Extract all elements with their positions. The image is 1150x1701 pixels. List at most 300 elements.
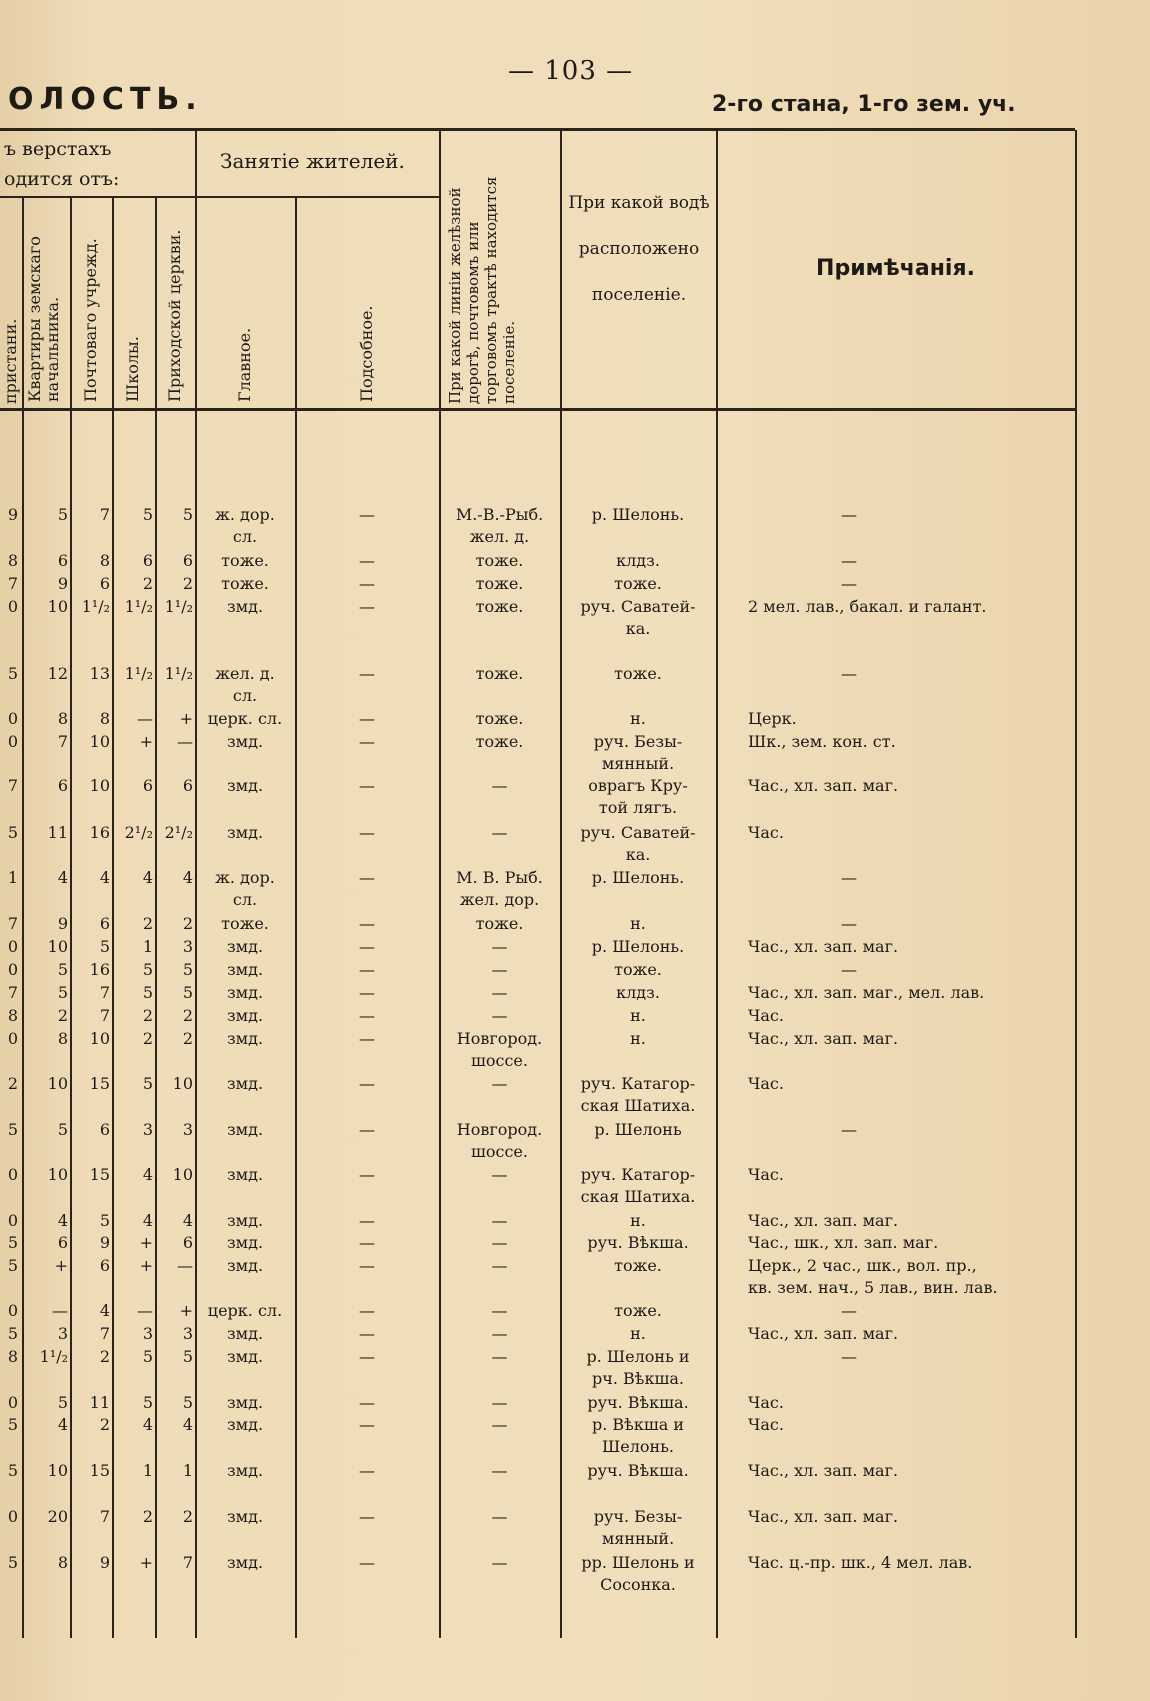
cell-pristan: 8 [7, 1347, 18, 1366]
cell-pristan: 7 [7, 574, 18, 593]
cell-church: 2 [182, 1507, 193, 1526]
cell-aux-occupation: — [359, 1006, 375, 1025]
cell-zemsky: 6 [57, 776, 68, 795]
cell-pristan: 8 [7, 1006, 18, 1025]
header-post: Почтоваго учрежд. [81, 238, 100, 402]
cell-water: руч. Катагор- ская Шатиха. [580, 1165, 696, 1206]
cell-church: + [179, 1301, 193, 1320]
cell-road: — [491, 1324, 508, 1343]
cell-water: руч. Безы- мянный. [593, 732, 683, 773]
cell-water: тоже. [614, 664, 662, 683]
cell-post: 9 [99, 1233, 110, 1252]
cell-zemsky: 9 [57, 574, 68, 593]
cell-aux-occupation: — [359, 1165, 375, 1184]
distance-group-rule [0, 196, 195, 198]
cell-zemsky: 3 [57, 1324, 68, 1343]
cell-post: 4 [99, 868, 110, 887]
cell-church: 3 [182, 1324, 193, 1343]
cell-road: Новгород. шоссе. [456, 1120, 543, 1161]
cell-water: н. [630, 1006, 646, 1025]
cell-zemsky: 8 [57, 709, 68, 728]
cell-road: — [491, 823, 508, 842]
header-main: Главное. [235, 327, 254, 402]
cell-road: тоже. [475, 709, 524, 728]
cell-note: Час. [748, 1074, 784, 1093]
cell-school: 5 [142, 983, 153, 1002]
cell-main-occupation: церк. сл. [207, 709, 283, 728]
cell-post: 7 [99, 1324, 110, 1343]
cell-pristan: 0 [7, 937, 18, 956]
cell-post: 7 [99, 505, 110, 524]
cell-pristan: 0 [7, 960, 18, 979]
cell-note: Шк., зем. кон. ст. [748, 732, 896, 751]
cell-church: 2 [182, 914, 193, 933]
cell-school: 2 [142, 1029, 153, 1048]
cell-post: 9 [99, 1553, 110, 1572]
cell-aux-occupation: — [359, 505, 375, 524]
cell-post: 10 [89, 776, 110, 795]
cell-school: + [139, 1553, 153, 1572]
cell-post: 5 [99, 937, 110, 956]
cell-pristan: 0 [7, 1029, 18, 1048]
cell-note: — [841, 1120, 857, 1139]
header-zemsky: Квартиры земскаго начальника. [25, 236, 62, 402]
cell-zemsky: 8 [57, 1029, 68, 1048]
header-church: Приходской церкви. [165, 229, 184, 402]
cell-church: 4 [182, 868, 193, 887]
cell-aux-occupation: — [359, 914, 375, 933]
cell-zemsky: + [54, 1256, 68, 1275]
cell-pristan: 5 [7, 1461, 18, 1480]
cell-school: 6 [142, 551, 153, 570]
cell-zemsky: 10 [47, 597, 68, 616]
cell-note: — [841, 960, 857, 979]
cell-road: — [491, 1415, 508, 1434]
cell-church: + [179, 709, 193, 728]
cell-pristan: 0 [7, 1211, 18, 1230]
cell-zemsky: 5 [57, 1393, 68, 1412]
cell-note: — [841, 1347, 857, 1366]
cell-aux-occupation: — [359, 1415, 375, 1434]
cell-aux-occupation: — [359, 1461, 375, 1480]
cell-pristan: 5 [7, 1415, 18, 1434]
cell-note: Час., хл. зап. маг. [748, 1211, 899, 1230]
cell-school: 4 [142, 1165, 153, 1184]
cell-school: 2¹/₂ [124, 823, 153, 842]
cell-school: 5 [142, 960, 153, 979]
cell-water: оврагъ Кру- той лягъ. [588, 776, 688, 817]
cell-water: р. Шелонь и рч. Вѣкша. [586, 1347, 690, 1388]
cell-pristan: 5 [7, 1256, 18, 1275]
cell-post: 10 [89, 732, 110, 751]
col-rule-10 [1075, 130, 1077, 1638]
cell-road: — [491, 983, 508, 1002]
cell-post: 16 [89, 960, 110, 979]
cell-school: 2 [142, 1006, 153, 1025]
header-pristan: пристани. [1, 318, 20, 404]
cell-main-occupation: тоже. [221, 551, 269, 570]
cell-post: 8 [99, 709, 110, 728]
cell-main-occupation: тоже. [221, 914, 269, 933]
cell-note: Час. [748, 1415, 784, 1434]
cell-church: 3 [182, 1120, 193, 1139]
cell-church: 1¹/₂ [164, 597, 193, 616]
cell-road: — [491, 1347, 508, 1366]
cell-pristan: 5 [7, 1553, 18, 1572]
cell-zemsky: 10 [47, 1074, 68, 1093]
cell-aux-occupation: — [359, 937, 375, 956]
cell-church: 5 [182, 505, 193, 524]
cell-school: + [139, 1256, 153, 1275]
cell-water: руч. Вѣкша. [587, 1233, 689, 1252]
cell-main-occupation: змд. [226, 1507, 264, 1526]
cell-school: 1 [142, 937, 153, 956]
cell-road: Новгород. шоссе. [456, 1029, 543, 1070]
cell-main-occupation: змд. [226, 1211, 264, 1230]
cell-note: 2 мел. лав., бакал. и галант. [748, 597, 987, 616]
cell-church: 6 [182, 1233, 193, 1252]
cell-church: 2 [182, 574, 193, 593]
cell-post: 6 [99, 914, 110, 933]
cell-road: — [491, 1165, 508, 1184]
header-bottom-rule [0, 408, 1075, 411]
cell-main-occupation: змд. [226, 1165, 264, 1184]
cell-water: н. [630, 914, 646, 933]
header-water: При какой водѣ расположено поселеніе. [568, 193, 710, 305]
cell-water: н. [630, 1324, 646, 1343]
cell-aux-occupation: — [359, 868, 375, 887]
cell-note: Час. [748, 1393, 784, 1412]
cell-note: Час., хл. зап. маг., мел. лав. [748, 983, 985, 1002]
cell-church: 4 [182, 1415, 193, 1434]
cell-post: 7 [99, 983, 110, 1002]
cell-water: руч. Саватей- ка. [580, 597, 696, 638]
cell-water: н. [630, 1211, 646, 1230]
cell-main-occupation: змд. [226, 1393, 264, 1412]
cell-water: руч. Катагор- ская Шатиха. [580, 1074, 696, 1115]
cell-school: 2 [142, 914, 153, 933]
cell-aux-occupation: — [359, 1211, 375, 1230]
cell-pristan: 0 [7, 1393, 18, 1412]
cell-zemsky: 4 [57, 1415, 68, 1434]
cell-school: 2 [142, 1507, 153, 1526]
cell-post: 15 [89, 1165, 110, 1184]
cell-church: — [177, 732, 193, 751]
cell-church: 6 [182, 551, 193, 570]
cell-church: 4 [182, 1211, 193, 1230]
cell-aux-occupation: — [359, 960, 375, 979]
cell-main-occupation: жел. д. сл. [215, 664, 275, 705]
cell-zemsky: 2 [57, 1006, 68, 1025]
cell-note: — [841, 1301, 857, 1320]
cell-post: 2 [99, 1347, 110, 1366]
cell-zemsky: 5 [57, 983, 68, 1002]
cell-main-occupation: змд. [226, 983, 264, 1002]
cell-church: 10 [172, 1165, 193, 1184]
cell-pristan: 5 [7, 1324, 18, 1343]
cell-main-occupation: змд. [226, 1347, 264, 1366]
cell-zemsky: 6 [57, 551, 68, 570]
cell-note: Церк. [748, 709, 797, 728]
cell-post: 10 [89, 1029, 110, 1048]
cell-water: р. Шелонь. [591, 505, 685, 524]
occupation-group-rule [195, 196, 439, 198]
cell-note: Час., хл. зап. маг. [748, 1461, 899, 1480]
cell-road: — [491, 1461, 508, 1480]
cell-zemsky: 5 [57, 960, 68, 979]
cell-water: руч. Саватей- ка. [580, 823, 696, 864]
cell-church: 2 [182, 1006, 193, 1025]
cell-aux-occupation: — [359, 1507, 375, 1526]
cell-pristan: 7 [7, 914, 18, 933]
cell-zemsky: 4 [57, 868, 68, 887]
cell-main-occupation: змд. [226, 1120, 264, 1139]
cell-main-occupation: змд. [226, 937, 264, 956]
cell-pristan: 1 [7, 868, 18, 887]
cell-road: тоже. [475, 914, 524, 933]
cell-aux-occupation: — [359, 1029, 375, 1048]
cell-pristan: 5 [7, 1120, 18, 1139]
cell-post: 16 [89, 823, 110, 842]
cell-school: — [137, 709, 153, 728]
cell-road: — [491, 776, 508, 795]
cell-water: р. Шелонь [594, 1120, 682, 1139]
cell-aux-occupation: — [359, 1256, 375, 1275]
cell-post: 6 [99, 1120, 110, 1139]
cell-note: — [841, 868, 857, 887]
cell-pristan: 0 [7, 1507, 18, 1526]
cell-main-occupation: ж. дор. сл. [215, 868, 275, 909]
cell-pristan: 0 [7, 732, 18, 751]
cell-zemsky: 20 [47, 1507, 68, 1526]
cell-pristan: 5 [7, 823, 18, 842]
cell-road: — [491, 937, 508, 956]
cell-aux-occupation: — [359, 1553, 375, 1572]
cell-aux-occupation: — [359, 732, 375, 751]
cell-main-occupation: змд. [226, 1029, 264, 1048]
cell-school: + [139, 1233, 153, 1252]
cell-church: 5 [182, 1347, 193, 1366]
cell-school: + [139, 732, 153, 751]
cell-main-occupation: змд. [226, 1256, 264, 1275]
cell-post: 7 [99, 1006, 110, 1025]
cell-aux-occupation: — [359, 664, 375, 683]
cell-school: 1¹/₂ [124, 597, 153, 616]
cell-zemsky: 11 [47, 823, 68, 842]
cell-road: М.-В.-Рыб. жел. д. [455, 505, 544, 546]
header-school: Школы. [123, 336, 142, 402]
cell-note: Час. [748, 1006, 784, 1025]
cell-pristan: 0 [7, 1301, 18, 1320]
table-top-rule [0, 128, 1075, 131]
cell-church: 3 [182, 937, 193, 956]
cell-road: — [491, 1507, 508, 1526]
cell-main-occupation: змд. [226, 1074, 264, 1093]
cell-note: Час. ц.-пр. шк., 4 мел. лав. [748, 1553, 973, 1572]
cell-water: руч. Безы- мянный. [593, 1507, 683, 1548]
cell-main-occupation: змд. [226, 597, 264, 616]
cell-water: н. [630, 709, 646, 728]
cell-road: тоже. [475, 732, 524, 751]
cell-school: 3 [142, 1120, 153, 1139]
page-number: — 103 — [508, 56, 634, 86]
cell-pristan: 0 [7, 1165, 18, 1184]
cell-water: клдз. [616, 551, 660, 570]
cell-note: Час., хл. зап. маг. [748, 937, 899, 956]
cell-water: руч. Вѣкша. [587, 1461, 689, 1480]
cell-pristan: 8 [7, 551, 18, 570]
cell-aux-occupation: — [359, 823, 375, 842]
cell-water: н. [630, 1029, 646, 1048]
cell-post: 13 [89, 664, 110, 683]
cell-aux-occupation: — [359, 709, 375, 728]
cell-water: тоже. [614, 1256, 662, 1275]
cell-main-occupation: змд. [226, 1233, 264, 1252]
cell-water: тоже. [614, 574, 662, 593]
cell-aux-occupation: — [359, 1301, 375, 1320]
cell-road: тоже. [475, 597, 524, 616]
cell-aux-occupation: — [359, 551, 375, 570]
cell-aux-occupation: — [359, 1120, 375, 1139]
cell-zemsky: 5 [57, 505, 68, 524]
cell-post: 15 [89, 1074, 110, 1093]
district-label: 2-го стана, 1-го зем. уч. [712, 92, 1016, 117]
cell-post: 11 [89, 1393, 110, 1412]
cell-aux-occupation: — [359, 983, 375, 1002]
cell-aux-occupation: — [359, 1347, 375, 1366]
cell-post: 4 [99, 1301, 110, 1320]
cell-pristan: 7 [7, 776, 18, 795]
cell-post: 15 [89, 1461, 110, 1480]
cell-aux-occupation: — [359, 1324, 375, 1343]
header-aux: Подсобное. [357, 305, 376, 402]
cell-pristan: 2 [7, 1074, 18, 1093]
cell-road: — [491, 1006, 508, 1025]
cell-main-occupation: змд. [226, 1324, 264, 1343]
cell-zemsky: 9 [57, 914, 68, 933]
cell-road: — [491, 1256, 508, 1275]
cell-school: 5 [142, 1347, 153, 1366]
cell-school: — [137, 1301, 153, 1320]
cell-water: клдз. [616, 983, 660, 1002]
cell-church: 7 [182, 1553, 193, 1572]
cell-zemsky: 10 [47, 937, 68, 956]
cell-zemsky: 5 [57, 1120, 68, 1139]
header-road: При какой линіи желѣзной дорогѣ, почтовомъ или торговомъ трактѣ находится поселеніе. [446, 176, 518, 404]
cell-pristan: 0 [7, 597, 18, 616]
cell-road: — [491, 1553, 508, 1572]
cell-zemsky: — [52, 1301, 68, 1320]
cell-note: — [841, 505, 857, 524]
cell-pristan: 5 [7, 664, 18, 683]
header-notes: Примѣчанія. [816, 256, 975, 281]
cell-church: 5 [182, 983, 193, 1002]
distance-group-header: ъ верстахъ одится отъ: [4, 138, 120, 190]
cell-church: 5 [182, 960, 193, 979]
cell-note: Час. [748, 823, 784, 842]
cell-water: тоже. [614, 960, 662, 979]
cell-zemsky: 12 [47, 664, 68, 683]
cell-pristan: 9 [7, 505, 18, 524]
cell-post: 2 [99, 1415, 110, 1434]
cell-road: — [491, 960, 508, 979]
cell-water: рр. Шелонь и Сосонка. [581, 1553, 695, 1594]
cell-church: 6 [182, 776, 193, 795]
cell-church: — [177, 1256, 193, 1275]
cell-main-occupation: змд. [226, 1415, 264, 1434]
cell-road: тоже. [475, 574, 524, 593]
cell-post: 1¹/₂ [81, 597, 110, 616]
cell-note: — [841, 574, 857, 593]
cell-aux-occupation: — [359, 1233, 375, 1252]
cell-pristan: 0 [7, 709, 18, 728]
cell-water: р. Шелонь. [591, 937, 685, 956]
cell-main-occupation: церк. сл. [207, 1301, 283, 1320]
cell-aux-occupation: — [359, 776, 375, 795]
cell-school: 2 [142, 574, 153, 593]
cell-note: — [841, 914, 857, 933]
cell-water: р. Вѣкша и Шелонь. [592, 1415, 684, 1456]
cell-church: 1 [182, 1461, 193, 1480]
cell-church: 2¹/₂ [164, 823, 193, 842]
cell-note: — [841, 664, 857, 683]
cell-zemsky: 4 [57, 1211, 68, 1230]
cell-church: 2 [182, 1029, 193, 1048]
cell-school: 4 [142, 1415, 153, 1434]
cell-post: 6 [99, 1256, 110, 1275]
cell-water: руч. Вѣкша. [587, 1393, 689, 1412]
cell-road: тоже. [475, 664, 524, 683]
cell-main-occupation: змд. [226, 1006, 264, 1025]
cell-church: 10 [172, 1074, 193, 1093]
cell-main-occupation: змд. [226, 960, 264, 979]
cell-note: Час. [748, 1165, 784, 1184]
cell-school: 3 [142, 1324, 153, 1343]
cell-school: 4 [142, 1211, 153, 1230]
cell-aux-occupation: — [359, 1074, 375, 1093]
cell-aux-occupation: — [359, 574, 375, 593]
cell-school: 1 [142, 1461, 153, 1480]
cell-post: 5 [99, 1211, 110, 1230]
cell-main-occupation: змд. [226, 776, 264, 795]
cell-school: 4 [142, 868, 153, 887]
cell-zemsky: 8 [57, 1553, 68, 1572]
cell-road: — [491, 1211, 508, 1230]
cell-main-occupation: змд. [226, 1461, 264, 1480]
cell-zemsky: 1¹/₂ [39, 1347, 68, 1366]
cell-note: Час., шк., хл. зап. маг. [748, 1233, 939, 1252]
cell-school: 5 [142, 1074, 153, 1093]
cell-water: р. Шелонь. [591, 868, 685, 887]
cell-zemsky: 7 [57, 732, 68, 751]
cell-school: 5 [142, 1393, 153, 1412]
cell-church: 5 [182, 1393, 193, 1412]
cell-zemsky: 6 [57, 1233, 68, 1252]
cell-road: — [491, 1074, 508, 1093]
cell-post: 6 [99, 574, 110, 593]
cell-post: 7 [99, 1507, 110, 1526]
cell-zemsky: 10 [47, 1165, 68, 1184]
occupation-group-header: Занятіе жителей. [220, 149, 405, 173]
cell-road: тоже. [475, 551, 524, 570]
cell-main-occupation: ж. дор. сл. [215, 505, 275, 546]
cell-road: М. В. Рыб. жел. дор. [456, 868, 543, 909]
cell-main-occupation: змд. [226, 732, 264, 751]
cell-water: тоже. [614, 1301, 662, 1320]
cell-note: — [841, 551, 857, 570]
cell-school: 5 [142, 505, 153, 524]
cell-post: 8 [99, 551, 110, 570]
